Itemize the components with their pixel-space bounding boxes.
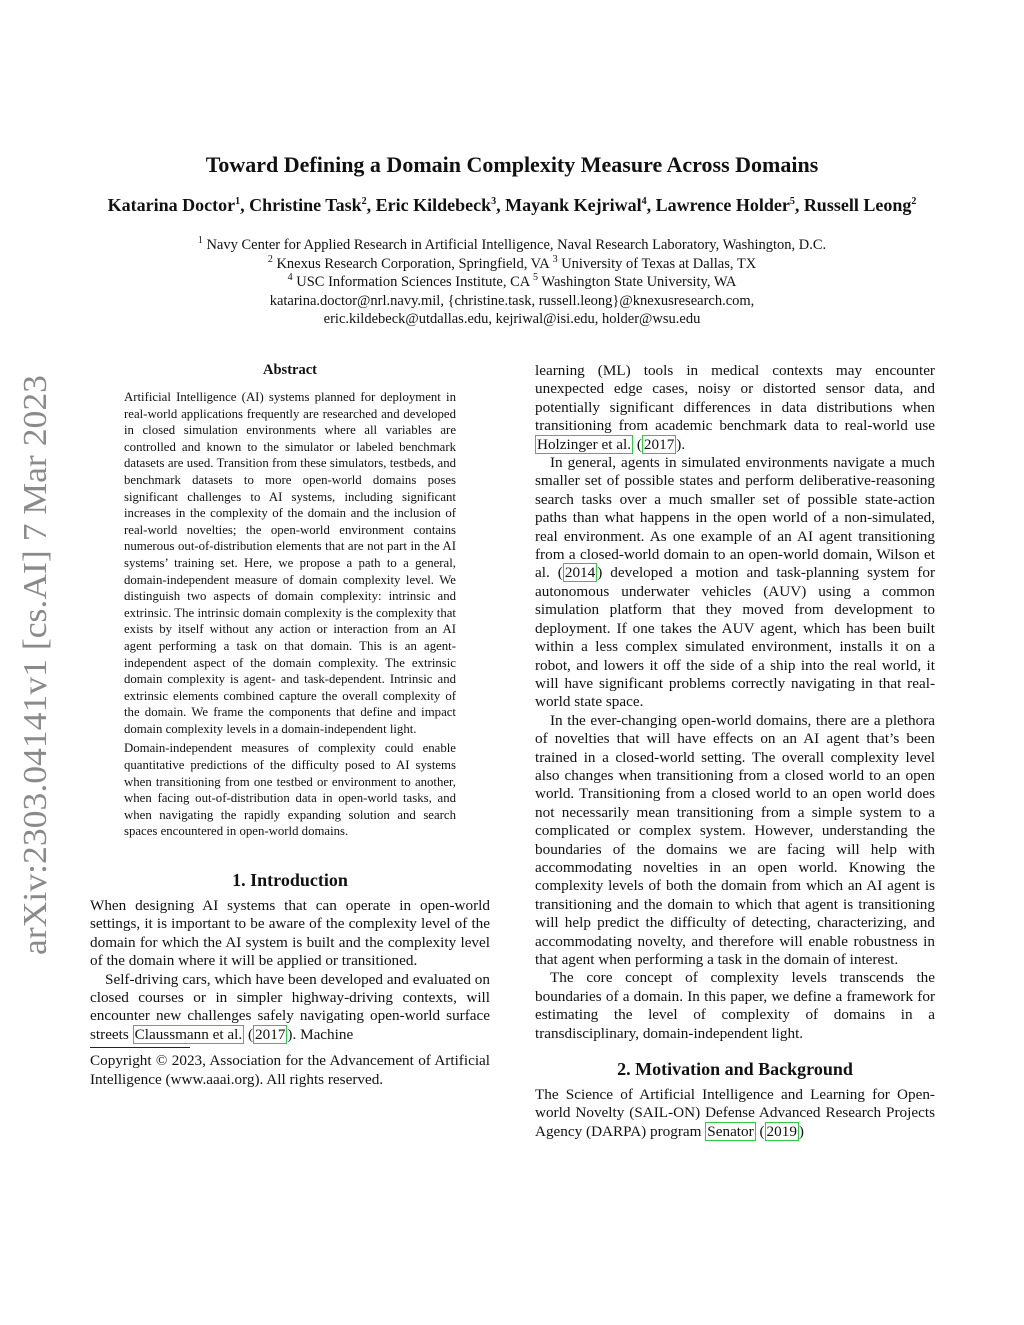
arxiv-stamp — [6, 370, 64, 960]
section-heading: 2. Motivation and Background — [617, 1059, 853, 1080]
affiliation-line — [0, 273, 1024, 292]
author-affiliation-mark: 2 — [911, 196, 917, 207]
citation-link[interactable]: Senator — [707, 1122, 754, 1140]
section-heading: 1. Introduction — [232, 870, 348, 891]
paragraph-text: . Machine — [292, 1025, 354, 1043]
paragraph-text: Self-driving cars, which have been developed and evaluated on closed courses or in simpler highway-driving contexts, will encounter new challenges safely navigating open-world surface streets — [90, 970, 490, 1043]
affiliation-text: Washington State University, WA — [541, 274, 737, 290]
affiliation-text: Navy Center for Applied Research in Artificial Intelligence, Naval Research Laboratory, Washington, D.C. — [206, 237, 827, 253]
affiliation-text: University of Texas at Dallas, TX — [561, 255, 757, 272]
author-emails: eric.kildebeck@utdallas.edu, kejriwal@isi.edu, holder@wsu.edu — [323, 311, 701, 327]
body-paragraph: The core concept of complexity levels transcends the boundaries of a domain. In this paper, we define a framework for estimating the level of complexity of domains in a transdisciplinary, domain-independent light. — [535, 969, 935, 1042]
paragraph-text: The Science of Artificial Intelligence and Learning for Open-world Novelty (SAIL-ON) Defense Advanced Research Projects Agency (DARPA) program — [535, 1086, 935, 1140]
author-list: Katarina Doctor$^1$, Christine Task$^2$, Eric Kildebeck$^3$, Mayank Kejriwal$^4$, Lawrence Holder$^5$, Russell Leong$^2$ — [107, 195, 917, 215]
arxiv-stamp-text: arXiv:2303.04141v1 [cs.AI] 7 Mar 2023 — [17, 401, 54, 955]
paragraph-text: developed a motion and task-planning system for autonomous underwater vehicles (AUV) using a common simulation platform that they moved from development to deployment. If one takes the AUV agent, which has been built within a less complex simulated environment, installs it on a robot, and lowers it off the side of a ship into the real world, it will have significant problems correctly navigating in that real-world state space. — [535, 564, 936, 711]
author-affiliation-mark: 3 — [491, 196, 497, 207]
body-paragraph: Self-driving cars, which have been developed and evaluated on closed courses or in simpler highway-driving contexts, will encounter new challenges safely navigating open-world surface streets Claussmann et al. ( 2017 ). Machine — [90, 970, 490, 1043]
affiliation-mark: 1 — [197, 235, 203, 247]
citation-year-link[interactable]: 2019 — [766, 1122, 797, 1140]
affiliation-line — [0, 236, 1024, 255]
abstract-paragraph: Artificial Intelligence (AI) systems planned for deployment in real-world applications frequently are researched and developed in closed simulation environments where all variables are controlled and known to the simulator or labeled benchmark datasets are used. Transition from these simulators, testbeds, and benchmark datasets to more open-world domains poses significant challenges to AI systems, including significant increases in the complexity of the domain and the inclusion of real-world novelties; the open-world environment contains numerous out-of-distribution elements that are not part in the AI systems’ training set. Here, we propose a path to a general, domain-independent measure of domain complexity level. We distinguish two aspects of domain complexity: intrinsic and extrinsic. The intrinsic domain complexity is the complexity that exists by itself without any action or interaction from an AI agent performing a task on that domain. This is an agent-independent aspect of the domain complexity. The extrinsic domain complexity is agent- and task-dependent. Intrinsic and extrinsic elements combined capture the overall complexity of the domain. We frame the components that define and impact domain complexity levels in a domain-independent light. — [124, 390, 456, 736]
author-affiliation-mark: 1 — [235, 196, 241, 207]
left-column — [90, 362, 490, 1089]
affiliation-mark: 4 — [287, 272, 293, 284]
body-paragraph: The Science of Artificial Intelligence and Learning for Open-world Novelty (SAIL-ON) Defense Advanced Research Projects Agency (DARPA) program Senator ( 2019 ) — [535, 1086, 935, 1140]
citation-year-link[interactable]: 2017 — [255, 1025, 286, 1043]
paragraph-text: learning (ML) tools in medical contexts may encounter unexpected edge cases, noisy or distorted sensor data, and potentially significant differences in data distributions when transitioning from academic benchmark data to real-world use — [535, 362, 935, 435]
copyright-footnote: Copyright © 2023, Association for the Advancement of Artificial Intelligence (www.aaai.org). All rights reserved. — [90, 1052, 490, 1088]
citation-year-link[interactable]: 2014 — [564, 564, 596, 582]
body-paragraph: In the ever-changing open-world domains, there are a plethora of novelties that will have effects on an AI agent that’s been trained in a closed-world setting. The overall complexity level also changes when transitioning from a closed world to an open world. Transitioning from a closed world to an open world does not necessarily mean transitioning from a simple system to a complicated or complex system. However, understanding the boundaries of the domains we are facing will help with accommodating novelties in an open world. Knowing the complexity levels of both the domain from which an AI agent is transitioning and the domain to which that agent is transitioning will help predict the difficulty of detecting, characterizing, and accommodating novelty, and therefore will enable robustness in that agent when performing a task in the domain of interest. — [535, 711, 935, 968]
author-affiliation-mark: 2 — [361, 196, 367, 207]
author-name: Mayank Kejriwal — [505, 195, 642, 215]
footnote-rule — [90, 1047, 190, 1048]
author-emails: katarina.doctor@nrl.navy.mil, {christine.task, russell.leong}@knexusresearch.com, — [269, 292, 755, 309]
paper-title: Toward Defining a Domain Complexity Measure Across Domains — [205, 152, 819, 177]
affiliations — [0, 236, 1024, 329]
affiliation-line — [0, 255, 1024, 274]
affiliation-mark: 2 — [267, 253, 273, 265]
body-paragraph: In general, agents in simulated environments navigate a much smaller set of possible states and perform deliberative-reasoning search tasks over a much smaller set of possible state-action paths than what happens in the open world of a non-simulated, real environment. As one example of an AI agent transitioning from a closed-world domain to an open-world domain, Wilson et al. ( 2014 ) developed a motion and task-planning system for autonomous underwater vehicles (AUV) using a common simulation platform that they moved from development to deployment. If one takes the AUV agent, which has been built within a less complex simulated environment, installs it on a robot, and lowers it off the side of a ship into the real world, it will have significant problems correctly navigating in that real-world state space. — [535, 454, 936, 711]
abstract-body — [124, 389, 456, 840]
affiliation-mark: 3 — [552, 253, 558, 265]
citation-link[interactable]: Claussmann et al. — [134, 1025, 243, 1043]
author-affiliation-mark: 4 — [641, 196, 647, 207]
paragraph-text: . — [681, 435, 686, 453]
affiliation-text: Knexus Research Corporation, Springfield, VA — [276, 255, 549, 272]
abstract-paragraph: Domain-independent measures of complexity could enable quantitative predictions of the difficulty posed to AI systems when transitioning from one testbed or environment to another, when facing out-of-distribution data in open-world tasks, and when navigating the rapidly expanding solution and search spaces encountered in open-world domains. — [124, 741, 456, 839]
body-paragraph: learning (ML) tools in medical contexts may encounter unexpected edge cases, noisy or distorted sensor data, and potentially significant differences in data distributions when transitioning from academic benchmark data to real-world use Holzinger et al. ( 2017 ). — [535, 362, 935, 453]
paragraph-text: In general, agents in simulated environments navigate a much smaller set of possible states and perform deliberative-reasoning search tasks over a much smaller set of possible state-action paths than what happens in the open world of a non-simulated, real environment. As one example of an AI agent transitioning from a closed-world domain to an open-world domain, Wilson et al. — [535, 454, 935, 582]
body-paragraph: When designing AI systems that can operate in open-world settings, it is important to be aware of the complexity level of the domain for which the AI system is built and the complexity level of the domain where it will be applied or transitioned. — [90, 897, 490, 970]
author-name: Lawrence Holder — [655, 195, 790, 215]
author-name: Katarina Doctor — [107, 195, 236, 215]
right-column — [535, 362, 935, 1141]
citation-link[interactable]: Holzinger et al. — [537, 435, 632, 453]
author-name: Eric Kildebeck — [375, 195, 492, 215]
citation-year-link[interactable]: 2017 — [643, 435, 675, 453]
affiliation-text: USC Information Sciences Institute, CA — [296, 274, 530, 290]
author-name: Russell Leong — [803, 195, 912, 215]
introduction-section — [90, 870, 490, 1089]
author-affiliation-mark: 5 — [789, 196, 795, 207]
affiliation-mark: 5 — [533, 272, 539, 284]
author-name: Christine Task — [249, 195, 362, 215]
abstract-heading: Abstract — [263, 362, 317, 378]
